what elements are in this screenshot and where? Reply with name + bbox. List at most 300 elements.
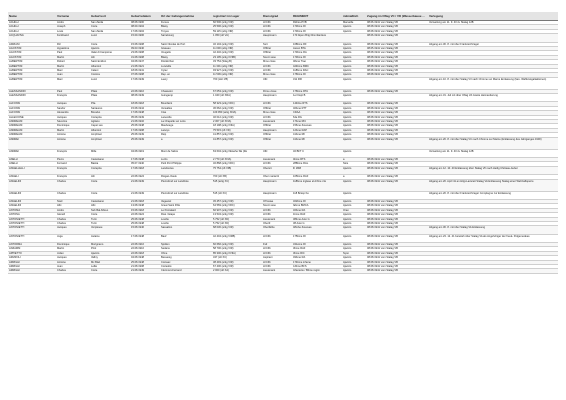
table-cell[interactable]: Ajaccio xyxy=(342,226,366,234)
table-cell[interactable]: 08.08.1941 vom Stalag VB xyxy=(366,204,428,208)
table-cell[interactable]: Troyes xyxy=(160,29,212,33)
col-header[interactable]: Ort der Gefangennahme xyxy=(160,12,212,21)
table-cell[interactable]: François xyxy=(56,166,90,174)
table-cell[interactable]: Verweilung am 11. 9. 40 zu Stalag 12B xyxy=(428,149,558,157)
table-cell[interactable]: Ajaccio xyxy=(342,42,366,46)
table-cell[interactable]: 1440ne RTS xyxy=(292,102,342,106)
table-cell[interactable]: Agilano xyxy=(90,120,130,124)
table-cell[interactable]: 09.03.1940 xyxy=(130,46,160,50)
table-cell[interactable]: Turin xyxy=(90,217,130,221)
table-cell[interactable]: Mont de Sabre xyxy=(160,149,212,157)
table-cell[interactable]: Offizier xyxy=(262,137,292,149)
table-cell[interactable]: Verpissee xyxy=(90,226,130,234)
table-cell[interactable]: 31.08.1908 xyxy=(130,55,160,59)
table-cell[interactable]: ANELLI xyxy=(8,157,56,161)
table-row[interactable] xyxy=(8,149,558,157)
table-cell[interactable]: Riz xyxy=(56,42,90,46)
table-cell[interactable]: 23.08.1908 xyxy=(130,51,160,55)
table-cell[interactable]: 15.08.1918 xyxy=(130,208,160,212)
table-cell[interactable]: 347 (oft XC) xyxy=(212,256,262,260)
table-cell[interactable]: Clermont-Ferrand xyxy=(160,269,212,273)
table-cell[interactable]: 08.08.1941 vom Stalag VB xyxy=(366,89,428,93)
table-cell[interactable]: 58 700 (artig VIR) xyxy=(212,247,262,251)
table-cell[interactable]: 12bme RAP xyxy=(292,128,342,132)
table-cell[interactable]: Lunéville xyxy=(160,64,212,68)
table-cell[interactable]: ANDREANI xyxy=(8,133,56,137)
table-cell[interactable]: 32 BFT C xyxy=(292,149,342,157)
table-cell[interactable]: 48mbe Zouaves xyxy=(292,226,342,234)
table-cell[interactable]: 08.08.1941 vom Stalag VB xyxy=(366,29,428,33)
table-cell[interactable]: LFCfib xyxy=(262,265,292,269)
table-cell[interactable]: ALESSANDRI xyxy=(8,94,56,102)
table-cell[interactable]: Hauptmann xyxy=(262,179,292,191)
table-cell[interactable]: Lieutenant xyxy=(262,269,292,273)
table-cell[interactable]: 32 104 (artig VIR) xyxy=(212,42,262,46)
table-row[interactable] xyxy=(8,34,558,42)
table-cell[interactable]: Lieutenant xyxy=(262,120,292,124)
table-cell[interactable] xyxy=(342,34,366,42)
table-cell[interactable]: 60 500 (artig VIR) xyxy=(212,21,262,25)
table-cell[interactable]: 22.08.1916 xyxy=(130,89,160,93)
table-cell[interactable]: ANTONA xyxy=(8,213,56,217)
table-cell[interactable]: Ajaccio xyxy=(342,94,366,102)
table-cell[interactable]: AGOSTINI xyxy=(8,55,56,59)
table-cell[interactable]: 68 030 (artig VIR) xyxy=(212,226,262,234)
table-cell[interactable]: ANTORMA xyxy=(8,243,56,247)
table-cell[interactable]: ACHILLI xyxy=(8,21,56,25)
table-cell[interactable]: ANGELINI xyxy=(8,191,56,199)
table-cell[interactable]: 42 404 (artig VIRB) xyxy=(212,234,262,242)
table-cell[interactable]: 38 Auto G xyxy=(292,221,342,225)
table-cell[interactable]: Nyon xyxy=(342,251,366,255)
table-cell[interactable]: 59 115 (artig VIR) xyxy=(212,29,262,33)
table-cell[interactable]: 60 666 (artig VIR) xyxy=(212,243,262,247)
table-cell[interactable]: 41 857 (artig VIR) xyxy=(212,137,262,149)
table-cell[interactable]: Lurris xyxy=(160,157,212,161)
table-cell[interactable]: Lourlie xyxy=(160,217,212,221)
table-cell[interactable]: 08.08.1941 vom Stalag VB xyxy=(366,260,428,264)
table-cell[interactable]: Le Pontalard xyxy=(160,208,212,212)
table-cell[interactable]: Cise xyxy=(160,111,212,115)
table-cell[interactable]: Great Saint Pôle xyxy=(160,204,212,208)
table-cell[interactable]: 08.08.1941 vom Stalag VB xyxy=(366,51,428,55)
table-cell[interactable]: 08.08.1941 vom Stalag VB xyxy=(366,251,428,255)
table-cell[interactable]: 22.08.1916 xyxy=(130,243,160,247)
table-cell[interactable]: Corte xyxy=(90,269,130,273)
table-cell[interactable]: 4bme RTS xyxy=(292,157,342,161)
table-cell[interactable]: ANGELI xyxy=(8,175,56,179)
table-cell[interactable]: Ajaccio xyxy=(342,247,366,251)
table-cell[interactable]: Corte xyxy=(90,213,130,217)
table-cell[interactable]: Sartaures xyxy=(90,106,130,110)
table-cell[interactable]: LFCfib xyxy=(262,29,292,33)
table-cell[interactable]: 08.08.1941 vom Stalag VB xyxy=(366,42,428,46)
table-cell[interactable]: Blaisy xyxy=(160,55,212,59)
table-cell[interactable]: Ascen BTA xyxy=(292,46,342,50)
table-cell[interactable]: ANGELINI xyxy=(8,179,56,191)
table-cell[interactable]: Vougelis xyxy=(160,51,212,55)
table-cell[interactable]: Jacques xyxy=(56,102,90,106)
table-cell[interactable] xyxy=(428,34,558,42)
table-cell[interactable]: LFCfib xyxy=(262,251,292,255)
table-cell[interactable]: 118 Bcssp Ke xyxy=(292,191,342,199)
table-cell[interactable]: Nonct ssse xyxy=(262,204,292,208)
table-cell[interactable]: 424bme BMC xyxy=(292,64,342,68)
table-cell[interactable]: 5 752 (oft XD) xyxy=(212,217,262,221)
col-header[interactable]: Vorname xyxy=(56,12,90,21)
table-cell[interactable]: 18.08.1941 xyxy=(130,68,160,72)
table-cell[interactable]: LFCfib xyxy=(262,247,292,251)
table-cell[interactable]: ANTONIETTI xyxy=(8,234,56,242)
table-cell[interactable]: 25.08.1948 xyxy=(130,260,160,264)
table-cell[interactable] xyxy=(366,149,428,157)
table-cell[interactable]: 15.08.1944 xyxy=(130,106,160,110)
table-cell[interactable]: Rsip xyxy=(160,133,212,137)
table-cell[interactable]: AGOSTINI xyxy=(8,46,56,50)
table-cell[interactable]: Martin xyxy=(56,64,90,68)
table-cell[interactable]: Abgang am 31. Juli mit über Oflag VA zweite Heimanderung xyxy=(428,94,558,102)
table-cell[interactable]: a xyxy=(342,157,366,161)
table-cell[interactable]: 08.08.1941 vom Stalag VB xyxy=(366,234,428,242)
table-cell[interactable]: Bauf xyxy=(160,234,212,242)
table-cell[interactable]: ALBERTINI xyxy=(8,60,56,64)
table-cell[interactable]: LFCfib xyxy=(262,25,292,29)
table-cell[interactable]: LFCfib xyxy=(262,21,292,25)
table-cell[interactable]: Ajaccio xyxy=(342,221,366,225)
table-cell[interactable]: Joga xyxy=(56,234,90,242)
table-cell[interactable]: 41 857 (artig VIR) xyxy=(212,133,262,137)
table-cell[interactable]: 118bme inglese el A/Xne s'le xyxy=(292,179,342,191)
table-cell[interactable]: 08.08.1941 vom Stalag VB xyxy=(366,217,428,221)
table-cell[interactable]: Petit Port Philippe xyxy=(160,162,212,166)
table-cell[interactable]: Ajaccio xyxy=(342,191,366,199)
table-cell[interactable]: 46 012 (artig VIR) xyxy=(212,115,262,119)
table-cell[interactable]: Sub Bal Albreo xyxy=(90,208,130,212)
table-cell[interactable]: Capet ses xyxy=(90,124,130,128)
table-cell[interactable]: 288bme RAL xyxy=(292,162,342,166)
table-cell[interactable]: 25.08.1949 xyxy=(130,137,160,149)
table-cell[interactable]: 4lbme Trao xyxy=(292,60,342,64)
table-cell[interactable]: ACHILLI xyxy=(8,25,56,29)
table-cell[interactable]: Ajaccio xyxy=(342,60,366,64)
table-cell[interactable]: 25.08.1948 xyxy=(130,221,160,225)
table-cell[interactable]: Ajaccio xyxy=(342,179,366,191)
table-cell[interactable]: Ajaccio xyxy=(342,29,366,33)
table-cell[interactable]: Ajaccio xyxy=(342,260,366,264)
table-cell[interactable]: LFCfib xyxy=(262,234,292,242)
table-cell[interactable]: ALFONSI xyxy=(8,111,56,115)
table-cell[interactable]: ALLECIONE xyxy=(8,115,56,119)
table-cell[interactable]: 08.08.1941 vom Stalag VB xyxy=(366,55,428,59)
table-cell[interactable]: Charles xyxy=(56,179,90,191)
table-cell[interactable]: 08.08.1941 vom Stalag VB xyxy=(366,106,428,110)
table-cell[interactable]: Sjoitlen xyxy=(160,243,212,247)
table-cell[interactable]: 17.08.1904 xyxy=(130,29,160,33)
table-cell[interactable]: Pilais xyxy=(90,89,130,93)
table-cell[interactable]: 08.08.1949 xyxy=(130,94,160,102)
table-cell[interactable]: Ajaccio xyxy=(342,234,366,242)
table-cell[interactable]: 175bme RI xyxy=(292,234,342,242)
table-cell[interactable]: Ober mariarrit xyxy=(262,175,292,179)
table-cell[interactable]: 05.08.1949 xyxy=(130,115,160,119)
table-cell[interactable]: 21.08.1921 xyxy=(130,64,160,68)
table-cell[interactable]: Vallny xyxy=(90,256,130,260)
table-cell[interactable]: 08.08.1941 vom Stalag VB xyxy=(366,120,428,124)
table-cell[interactable]: ANDREANI xyxy=(8,120,56,124)
table-cell[interactable]: Ajaccio xyxy=(342,149,366,157)
table-cell[interactable]: 08.08.1941 vom Stalag VB xyxy=(366,269,428,273)
table-cell[interactable]: Andre xyxy=(56,21,90,25)
table-cell[interactable]: Valat di Campione xyxy=(90,51,130,55)
table-cell[interactable]: a xyxy=(160,137,212,149)
table-cell[interactable]: Lieutenant xyxy=(262,157,292,161)
table-cell[interactable]: 32 868 (artig VRC) xyxy=(212,162,262,166)
table-cell[interactable]: 21.08.1949 xyxy=(130,269,160,273)
table-cell[interactable]: Ajaccio xyxy=(342,89,366,93)
table-cell[interactable]: 118bme RAC xyxy=(292,68,342,72)
table-cell[interactable]: Ulfc xyxy=(262,77,292,89)
table-cell[interactable]: 25.08.1948 xyxy=(130,217,160,221)
table-cell[interactable]: Paul xyxy=(56,89,90,93)
table-cell[interactable]: 08.08.1941 vom Stalag VB xyxy=(366,166,428,174)
table-cell[interactable]: 515 (artig XC) xyxy=(212,179,262,191)
table-cell[interactable]: Fbme ctsse xyxy=(262,89,292,93)
table-cell[interactable]: ARRIGHI xyxy=(8,265,56,269)
table-cell[interactable]: Blaisy xyxy=(160,25,212,29)
table-cell[interactable]: 67 400 (artig VIR) xyxy=(212,265,262,269)
table-cell[interactable]: Ajaccio xyxy=(342,128,366,132)
table-cell[interactable]: 08.08.1941 vom Stalag VB xyxy=(366,124,428,128)
table-cell[interactable]: 08.08.1941 vom Stalag VB xyxy=(366,73,428,77)
table-cell[interactable]: 04.08.1947 xyxy=(130,60,160,64)
table-cell[interactable]: 04.08.1948 xyxy=(130,256,160,260)
table-cell[interactable]: Jean xyxy=(56,265,90,269)
table-cell[interactable]: 08.08.1941 vom Stalag VB xyxy=(366,221,428,225)
table-cell[interactable]: ANGELINI xyxy=(8,199,56,203)
table-cell[interactable]: Castelsano xyxy=(90,199,130,203)
table-cell[interactable]: ANTONIETTI xyxy=(8,221,56,225)
table-row[interactable] xyxy=(8,179,558,191)
table-cell[interactable]: 1bme RAF xyxy=(292,213,342,217)
table-cell[interactable]: ANGELINI xyxy=(8,204,56,208)
table-cell[interactable]: Cytec xyxy=(160,68,212,72)
table-cell[interactable]: ANTONIETTI xyxy=(8,226,56,234)
table-cell[interactable]: ANDREANI xyxy=(8,124,56,128)
table-cell[interactable]: Hauptmann xyxy=(262,191,292,199)
table-cell[interactable]: Nonct ssse xyxy=(262,55,292,59)
table-cell[interactable]: Noël xyxy=(56,199,90,203)
table-cell[interactable]: Rep. en xyxy=(160,73,212,77)
table-cell[interactable]: 11 301 (artig VIR) xyxy=(212,64,262,68)
table-cell[interactable]: Bourdaint xyxy=(160,102,212,106)
table-cell[interactable]: François xyxy=(56,94,90,102)
table-cell[interactable]: Corte xyxy=(90,179,130,191)
table-cell[interactable]: 173bme RI xyxy=(292,25,342,29)
table-cell[interactable]: Guingamp xyxy=(160,94,212,102)
table-cell[interactable]: 15.08.1908 xyxy=(130,42,160,46)
table-cell[interactable]: 08.09.1904 xyxy=(130,25,160,29)
table-cell[interactable]: Ajaccio xyxy=(342,204,366,208)
table-cell[interactable]: 63 604 (artig XEisehe SE (Re xyxy=(212,149,262,157)
table-cell[interactable]: François xyxy=(56,149,90,157)
table-cell[interactable]: Abgang am 20. 8. mit über Frankreichzager Complegne zur Entlassung xyxy=(428,191,558,199)
table-cell[interactable]: Corte xyxy=(90,191,130,199)
table-cell[interactable]: 2 000 (oft XA) xyxy=(212,269,262,273)
table-cell[interactable]: Ajaccio xyxy=(342,115,366,119)
table-cell[interactable]: 311 RFI xyxy=(292,77,342,89)
table-cell[interactable]: ARRIGHI xyxy=(8,260,56,264)
table-cell[interactable]: ACHILLI xyxy=(8,29,56,33)
table-cell[interactable]: Mme ctsse xyxy=(262,111,292,115)
table-cell[interactable]: Laury xyxy=(160,77,212,89)
table-cell[interactable]: Bastia xyxy=(90,162,130,166)
table-cell[interactable]: Pirol xyxy=(90,247,130,251)
table-cell[interactable]: Roigan-Oasis xyxy=(160,175,212,179)
table-cell[interactable]: a xyxy=(342,175,366,179)
table-cell[interactable]: Ssrt xyxy=(262,42,292,46)
table-cell[interactable]: Andre xyxy=(56,208,90,212)
col-header[interactable]: Zugang im Oflag VC / VD (Wasserbauue ... xyxy=(366,12,428,21)
table-cell[interactable]: LFCfib xyxy=(262,162,292,166)
table-cell[interactable]: Abgang am 12. 10. 40 Entlassung über Stalag VII nach Heilig Chöteau-Auber xyxy=(428,166,558,174)
table-cell[interactable]: lh 18RI xyxy=(292,166,342,174)
table-cell[interactable]: AGOSTINI xyxy=(8,51,56,55)
table-cell[interactable]: 17.08.1948 xyxy=(130,234,160,242)
table-cell[interactable]: APPIETTO xyxy=(8,251,56,255)
table-cell[interactable]: Lucci xyxy=(90,77,130,89)
table-cell[interactable]: Offizier xyxy=(262,133,292,137)
table-cell[interactable]: Sarrebourg xyxy=(160,34,212,42)
table-cell[interactable]: Lieutenant xyxy=(262,217,292,221)
table-cell[interactable]: Fumes xyxy=(160,21,212,25)
table-cell[interactable]: 173bme RA xyxy=(292,51,342,55)
table-cell[interactable]: Martin xyxy=(56,247,90,251)
table-cell[interactable]: 33 754 (Stlag B) xyxy=(212,60,262,64)
table-cell[interactable]: ANDREI xyxy=(8,149,56,157)
table-cell[interactable]: 08.08.1941 vom Stalag VB xyxy=(366,243,428,247)
table-cell[interactable]: Ajaccio xyxy=(342,106,366,110)
table-cell[interactable]: 17bme RIC xyxy=(292,120,342,124)
table-cell[interactable]: 341ème RI xyxy=(292,243,342,247)
table-cell[interactable]: Rdtrss-PVB xyxy=(292,21,342,25)
table-cell[interactable]: Ajaccio xyxy=(342,68,366,72)
table-cell[interactable]: Albi xyxy=(90,204,130,208)
table-cell[interactable]: Versailles xyxy=(160,106,212,110)
table-cell[interactable]: Gisseau xyxy=(160,46,212,50)
table-cell[interactable]: Vagaurel xyxy=(160,199,212,203)
table-cell[interactable]: Offizier xyxy=(262,46,292,50)
table-cell[interactable]: Albertoni xyxy=(90,128,130,132)
table-cell[interactable]: Hypastime xyxy=(56,46,90,50)
table-cell[interactable]: Jacques xyxy=(56,226,90,234)
table-cell[interactable]: 384me Auto G xyxy=(292,217,342,221)
table-cell[interactable]: LFCfib xyxy=(262,213,292,217)
table-cell[interactable]: 11 000 (artig VIR) xyxy=(212,46,262,50)
col-header[interactable]: Dienstgrad xyxy=(262,12,292,21)
table-cell[interactable]: 07.08.1908 xyxy=(130,73,160,77)
table-cell[interactable]: 60 907 (artig VIR) xyxy=(212,208,262,212)
table-row[interactable] xyxy=(8,226,558,234)
table-cell[interactable]: 08.08.1941 vom Stalag VB xyxy=(366,102,428,106)
table-cell[interactable]: Ajaccio xyxy=(90,251,130,255)
table-cell[interactable]: Ajaccio xyxy=(342,73,366,77)
table-cell[interactable]: Cortepita xyxy=(90,166,130,174)
table-cell[interactable]: ALBERTINI xyxy=(8,73,56,77)
table-cell[interactable]: Offizier xyxy=(262,124,292,128)
table-cell[interactable]: Offizier xyxy=(262,51,292,55)
table-cell[interactable]: 18.08.1918 xyxy=(130,102,160,106)
table-cell[interactable]: 176bme RI xyxy=(292,73,342,77)
table-cell[interactable]: ALFONSI xyxy=(8,106,56,110)
table-cell[interactable]: 17.08.1949 xyxy=(130,77,160,89)
table-cell[interactable]: Rosi / Étape xyxy=(160,213,212,217)
table-cell[interactable]: 41bme RF xyxy=(292,133,342,137)
table-cell[interactable]: Lourlie xyxy=(160,221,212,225)
table-cell[interactable]: Lellie xyxy=(90,265,130,269)
table-cell[interactable]: 46bme RTT xyxy=(292,106,342,110)
table-cell[interactable]: ADRIANI xyxy=(8,42,56,46)
table-cell[interactable]: Marc xyxy=(56,68,90,72)
table-cell[interactable]: ANDREANI xyxy=(8,128,56,132)
table-cell[interactable]: 23 195 (artig XVIIB) xyxy=(212,55,262,59)
table-cell[interactable]: 1er Dept B xyxy=(292,94,342,102)
table-cell[interactable]: 08.08.1941 vom Stalag VB xyxy=(366,199,428,203)
table-cell[interactable]: Cortesbé xyxy=(160,265,212,269)
table-cell[interactable]: François xyxy=(56,175,90,179)
table-cell[interactable] xyxy=(366,94,428,102)
table-cell[interactable]: Séverine xyxy=(56,120,90,124)
table-cell[interactable]: Jean xyxy=(56,73,90,77)
table-cell[interactable]: LFCfib xyxy=(262,102,292,106)
table-cell[interactable]: Corte xyxy=(90,25,130,29)
col-header[interactable]: registriert im Lager xyxy=(212,12,262,21)
table-cell[interactable]: Lucci xyxy=(90,34,130,42)
table-cell[interactable]: 08.08.1941 vom Stalag VB xyxy=(366,68,428,72)
table-cell[interactable]: 08.08.1941 vom Stalag VB xyxy=(366,111,428,115)
table-cell[interactable] xyxy=(366,191,428,199)
table-cell[interactable]: 2 307 (oft XIVA) xyxy=(212,120,262,124)
table-cell[interactable]: 08.08.1941 vom Stalag VB xyxy=(366,226,428,234)
table-cell[interactable]: 64e RG xyxy=(292,115,342,119)
table-cell[interactable]: 58 323 (artig VRC) xyxy=(212,102,262,106)
table-cell[interactable]: Corsica xyxy=(90,73,130,77)
table-cell[interactable]: Ajaccio xyxy=(342,120,366,124)
table-cell[interactable]: 08.08.1941 vom Stalag VB xyxy=(366,137,428,149)
table-cell[interactable]: Oberfr. xyxy=(262,221,292,225)
table-cell[interactable]: 08.08.1941 vom Stalag VB xyxy=(366,208,428,212)
table-cell[interactable]: Hauptmann xyxy=(262,34,292,42)
table-cell[interactable]: Charles xyxy=(56,217,90,221)
table-cell[interactable]: ANTOMA xyxy=(8,208,56,212)
table-cell[interactable]: Mc Blaz xyxy=(90,260,130,264)
table-cell[interactable]: 173bme RI xyxy=(292,29,342,33)
table-cell[interactable] xyxy=(428,269,558,273)
table-cell[interactable]: LFCfib xyxy=(262,64,292,68)
table-cell[interactable]: Ajaccio xyxy=(342,124,366,128)
table-cell[interactable]: Mme ctsse xyxy=(262,60,292,64)
table-cell[interactable]: ALBERTINI xyxy=(8,68,56,72)
table-cell[interactable]: Ajaccio xyxy=(342,256,366,260)
table-cell[interactable]: Pierrefond sur Landriste xyxy=(160,191,212,199)
table-cell[interactable]: Morignano xyxy=(90,243,130,247)
table-cell[interactable]: Caleni xyxy=(90,68,130,72)
table-cell[interactable]: Charles xyxy=(56,269,90,273)
table-cell[interactable]: ANGELLELLI xyxy=(8,166,56,174)
table-row[interactable] xyxy=(8,77,558,89)
table-cell[interactable]: Chasselot xyxy=(160,89,212,93)
table-cell[interactable]: San Zarda xyxy=(90,29,130,33)
table-row[interactable] xyxy=(8,191,558,199)
